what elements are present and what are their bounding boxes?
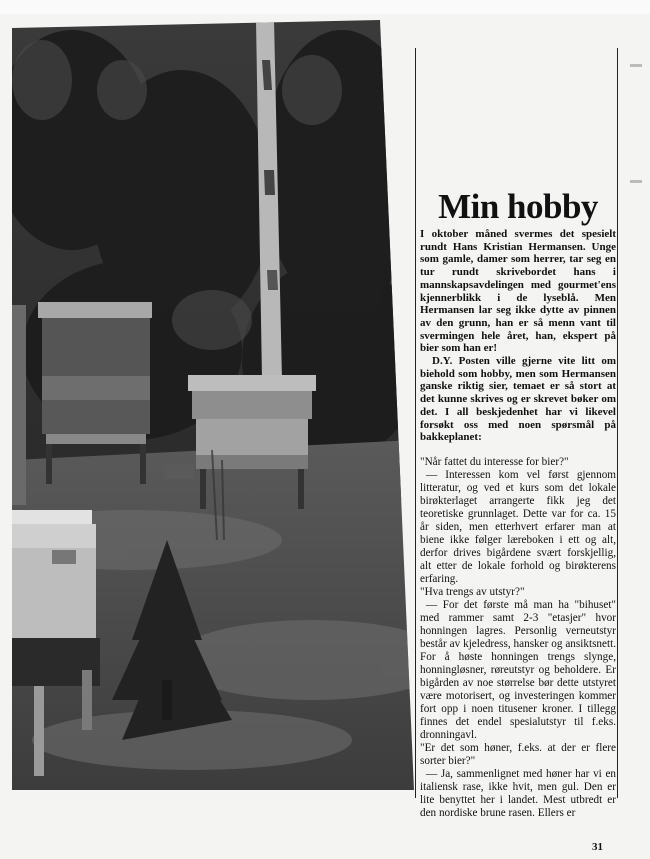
article-headline: Min hobby — [438, 187, 598, 226]
interview-answer: — Ja, sammenlignet med høner har vi en italiensk rase, ikke hvit, men gul. Den er lite benyttet her i landet. Mest utbredt er den nordiske brune rasen. Ellers er — [420, 767, 616, 819]
interview-answer: — For det første må man ha "bihuset" med rammer samt 2-3 "etasjer" hvor honningen lagres. Personlig verneutstyr består av kjeledress, hansker og ansiktsnett. For å høste honningen trengs slynge, honningløsner, røreutstyr og beholdere. Er bigården av noe størrelse bør dette utstyret være motorisert, og investeringen kommer fort opp i noen titusener kroner. I tillegg finnes det endel spesialutstyr til f.eks. dronningavl. — [420, 598, 616, 741]
lead-paragraph: D.Y. Posten ville gjerne vite litt om biehold som hobby, men som Hermansen ganske riktig sier, temaet er så stort at det kunne skrives og er skrevet bøker om det. I all beskjedenhet har vi likevel forsøkt oss med noen spørsmål på bakkeplanet: — [420, 355, 616, 444]
edge-mark — [630, 64, 642, 67]
beehive-photo — [12, 20, 414, 790]
beehive-photo-illustration — [12, 20, 414, 790]
interview-question: "Når fattet du interesse for bier?" — [420, 455, 569, 468]
column-rule-right — [617, 48, 618, 798]
article — [420, 188, 616, 820]
column-rule-left — [415, 48, 416, 798]
interview-question: "Hva trengs av utstyr?" — [420, 585, 525, 598]
page-top-strip — [0, 0, 650, 14]
lead-paragraph: I oktober måned svermes det spesielt rundt Hans Kristian Hermansen. Unge som gamle, damer som herrer, tar seg en tur rundt skrivebordet hans i mannskapsavdelingen med gourmet'ens kjennerblikk i de lyseblå. Men Hermansen lar seg ikke dytte av pinnen av den grunn, han er så menn vant til svermingen hele året, han, ekspert på bier som han er! — [420, 228, 616, 355]
interview-question: "Er det som høner, f.eks. at der er flere sorter bier?" — [420, 741, 616, 767]
edge-mark — [630, 180, 642, 183]
interview-answer: — Interessen kom vel først gjennom litteratur, og ved et kurs som det lokale birøkterlaget arrangerte fikk jeg det teoretiske grunnlaget. Dette var for ca. 15 år siden, men etterhvert erfarer man at biene ikke følger læreboken i ett og alt, derfor drives bigårdene svært forskjellig, alt etter de lokale forhold og birøkterens erfaring. — [420, 468, 616, 585]
article-body — [420, 456, 616, 820]
article-lead — [420, 228, 616, 444]
page-number: 31 — [592, 841, 603, 853]
